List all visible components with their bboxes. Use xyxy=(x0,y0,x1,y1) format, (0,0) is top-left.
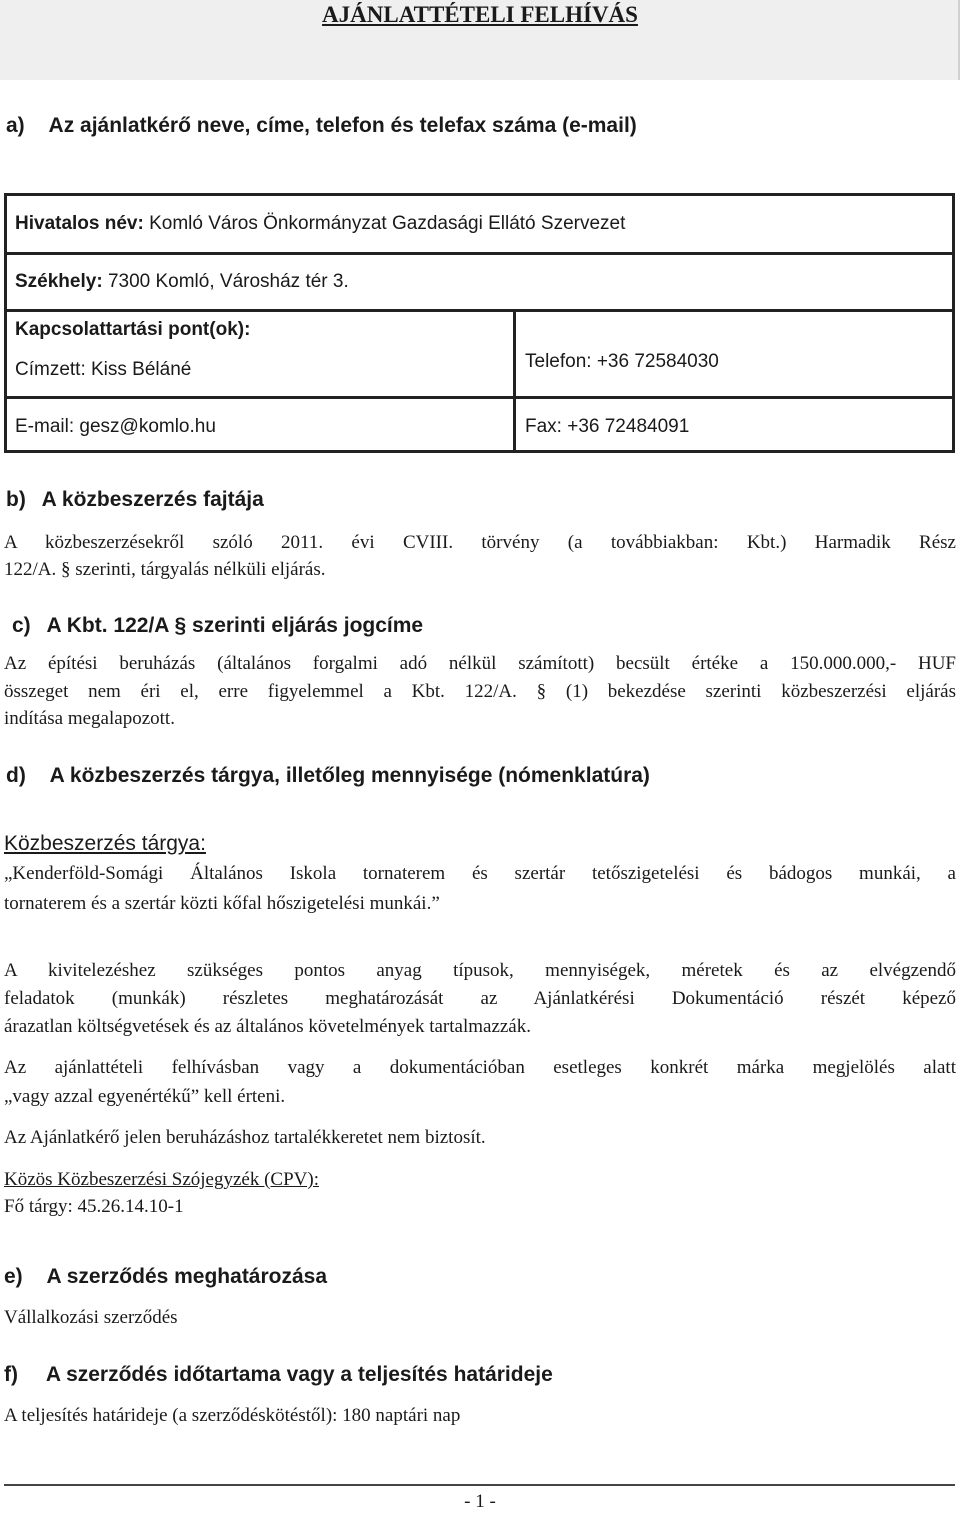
section-d-heading xyxy=(6,762,650,790)
box-vertical-divider xyxy=(513,309,516,453)
contract-type: Vállalkozási szerződés xyxy=(4,1307,178,1328)
email: E-mail: gesz@komlo.hu xyxy=(15,416,216,437)
section-b-title: A közbeszerzés fajtája xyxy=(41,488,264,511)
page-number: - 1 - xyxy=(464,1491,496,1512)
details-line-2: feladatok (munkák) részletes meghatározását az Ajánlatkérési Dokumentáció részét képező xyxy=(4,988,956,1009)
seat-row xyxy=(15,268,349,295)
addressee: Címzett: Kiss Béláné xyxy=(15,359,192,380)
section-f-heading xyxy=(4,1361,553,1389)
seat-label: Székhely: xyxy=(15,271,103,292)
section-c-line-2: összeget nem éri el, erre figyelemmel a Kbt. 122/A. § (1) bekezdése szerinti közbeszerzési eljárás xyxy=(4,681,956,702)
section-c-line-1: Az építési beruházás (általános forgalmi adó nélkül számított) becsült értéke a 150.000.000,- HUF xyxy=(4,653,956,674)
section-a-label: a) xyxy=(6,114,25,137)
section-c-line-3: indítása megalapozott. xyxy=(4,708,175,729)
section-a-title: Az ajánlatkérő neve, címe, telefon és telefax száma (e-mail) xyxy=(48,114,637,137)
subject-line-2: tornaterem és a szertár közti kőfal hőszigetelési munkái.” xyxy=(4,893,440,914)
section-b-line-1: A közbeszerzésekről szóló 2011. évi CVIII. törvény (a továbbiakban: Kbt.) Harmadik Rész xyxy=(4,532,956,553)
footer-rule xyxy=(4,1484,955,1486)
subject-line-1: „Kenderföld-Somági Általános Iskola tornaterem és szertár tetőszigetelési és bádogos munkái, a xyxy=(4,863,956,884)
fax: Fax: +36 72484091 xyxy=(525,416,690,437)
page-title: AJÁNLATTÉTELI FELHÍVÁS xyxy=(322,2,638,27)
section-b-line-2: 122/A. § szerinti, tárgyalás nélküli eljárás. xyxy=(4,559,326,580)
deadline: A teljesítés határideje (a szerződéskötéstől): 180 naptári nap xyxy=(4,1405,461,1426)
official-name-label: Hivatalos név: xyxy=(15,213,144,234)
cpv-main: Fő tárgy: 45.26.14.10-1 xyxy=(4,1196,184,1217)
section-e-title: A szerződés meghatározása xyxy=(46,1265,328,1288)
section-b-heading xyxy=(6,486,264,514)
section-d-label: d) xyxy=(6,764,26,787)
box-divider-3 xyxy=(4,396,955,399)
section-c-title: A Kbt. 122/A § szerinti eljárás jogcíme xyxy=(46,614,424,637)
seat-value: 7300 Komló, Városház tér 3. xyxy=(107,271,349,292)
section-c-label: c) xyxy=(12,614,31,637)
cpv-heading: Közös Közbeszerzési Szójegyzék (CPV): xyxy=(4,1169,319,1190)
section-b-label: b) xyxy=(6,488,26,511)
brand-line-2: „vagy azzal egyenértékű” kell érteni. xyxy=(4,1086,286,1107)
section-f-label: f) xyxy=(4,1363,18,1386)
section-c-heading xyxy=(12,612,423,640)
box-divider-1 xyxy=(4,252,955,255)
phone: Telefon: +36 72584030 xyxy=(525,351,719,372)
section-d-title: A közbeszerzés tárgya, illetőleg mennyisége (nómenklatúra) xyxy=(49,764,650,787)
section-e-label: e) xyxy=(4,1265,23,1288)
section-e-heading xyxy=(4,1263,327,1291)
section-a-heading xyxy=(6,112,637,140)
brand-line-1: Az ajánlattételi felhívásban vagy a dokumentációban esetleges konkrét márka megjelölés alatt xyxy=(4,1057,956,1078)
reserve-note: Az Ajánlatkérő jelen beruházáshoz tartalékkeretet nem biztosít. xyxy=(4,1127,486,1148)
details-line-3: árazatlan költségvetések és az általános követelmények tartalmazzák. xyxy=(4,1016,531,1037)
section-f-title: A szerződés időtartama vagy a teljesítés határideje xyxy=(45,1363,553,1386)
details-line-1: A kivitelezéshez szükséges pontos anyag típusok, mennyiségek, méretek és az elvégzendő xyxy=(4,960,956,981)
contact-point-label: Kapcsolattartási pont(ok): xyxy=(15,319,251,340)
subject-heading: Közbeszerzés tárgya: xyxy=(4,832,206,855)
official-name-value: Komló Város Önkormányzat Gazdasági Ellátó Szervezet xyxy=(149,213,626,234)
box-divider-2 xyxy=(4,309,955,312)
official-name-row xyxy=(15,210,625,237)
